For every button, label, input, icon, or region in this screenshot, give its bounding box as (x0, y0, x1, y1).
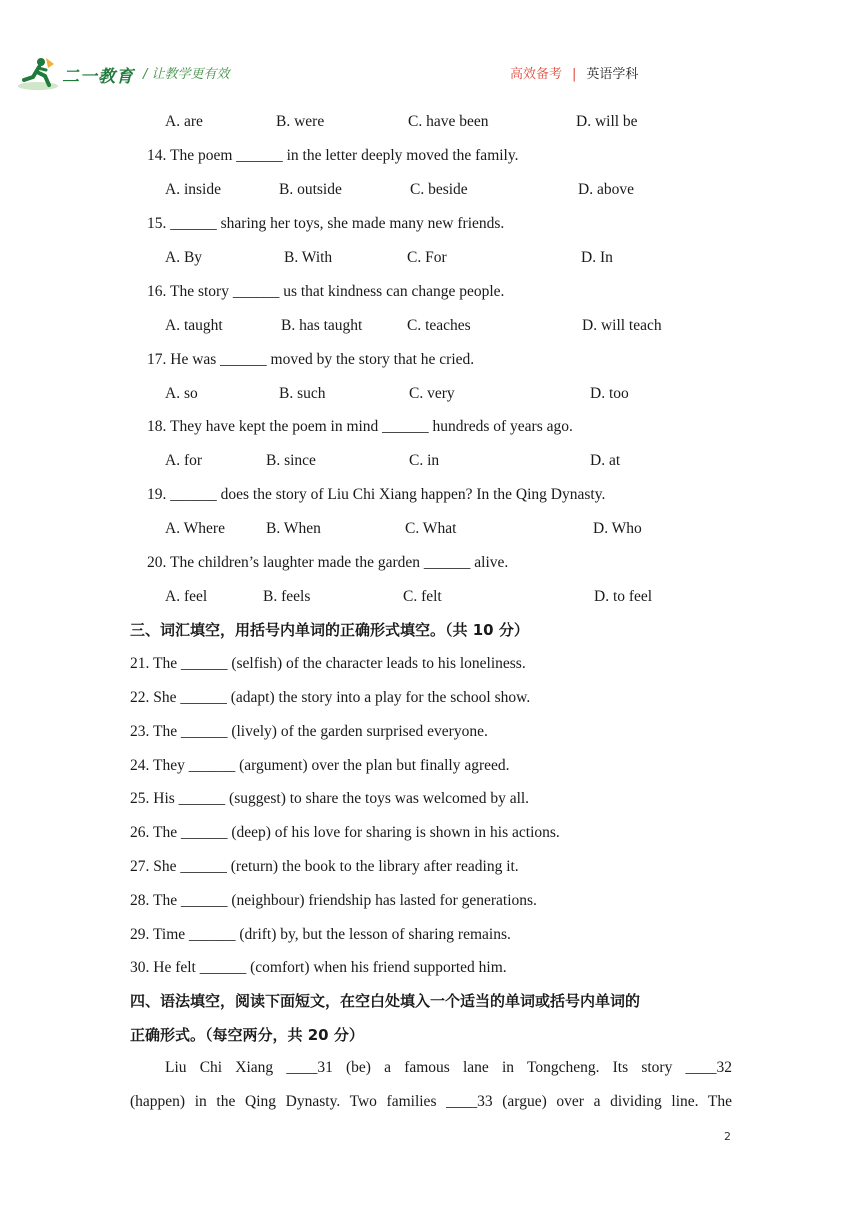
option-c: C. felt (403, 588, 442, 605)
vocab-item-23: 23. The ______ (lively) of the garden surprised everyone. (130, 723, 488, 740)
header-tag-subject: 英语学科 (586, 67, 639, 82)
question-17-stem: 17. He was ______ moved by the story that he cried. (147, 351, 475, 368)
header-separator: | (572, 67, 577, 82)
vocab-item-30: 30. He felt ______ (comfort) when his friend supported him. (130, 959, 507, 976)
option-d: D. In (581, 249, 613, 266)
vocab-item-22: 22. She ______ (adapt) the story into a play for the school show. (130, 689, 531, 706)
passage-line-2: (happen) in the Qing Dynasty. Two families ____33 (argue) over a dividing line. The (130, 1093, 732, 1110)
question-14-stem: 14. The poem ______ in the letter deeply moved the family. (147, 147, 519, 164)
option-b: B. were (276, 113, 325, 130)
passage-line-1: Liu Chi Xiang ____31 (be) a famous lane in Tongcheng. Its story ____32 (165, 1059, 732, 1076)
option-a: A. feel (165, 588, 208, 605)
option-c: C. beside (410, 181, 468, 198)
question-19-stem: 19. ______ does the story of Liu Chi Xiang happen? In the Qing Dynasty. (147, 486, 606, 503)
option-c: C. teaches (407, 317, 471, 334)
vocab-item-27: 27. She ______ (return) the book to the library after reading it. (130, 858, 519, 875)
option-b: B. With (284, 249, 333, 266)
option-b: B. such (279, 385, 326, 402)
page-header (0, 0, 860, 100)
option-d: D. will be (576, 113, 638, 130)
option-a: A. are (165, 113, 203, 130)
page-number: 2 (724, 1130, 731, 1143)
option-a: A. for (165, 452, 203, 469)
option-d: D. too (590, 385, 629, 402)
option-a: A. so (165, 385, 198, 402)
vocab-item-24: 24. They ______ (argument) over the plan but finally agreed. (130, 757, 510, 774)
option-a: A. taught (165, 317, 223, 334)
option-a: A. Where (165, 520, 225, 537)
option-c: C. have been (408, 113, 489, 130)
vocab-item-25: 25. His ______ (suggest) to share the toys was welcomed by all. (130, 790, 530, 807)
header-tag-exam: 高效备考 (510, 67, 563, 82)
section-4-title-line1: 四、语法填空，阅读下面短文，在空白处填入一个适当的单词或括号内单词的 (130, 992, 641, 1010)
runner-logo-icon (16, 56, 60, 92)
option-c: C. very (409, 385, 455, 402)
grammar-passage (130, 1051, 732, 1119)
vocab-item-28: 28. The ______ (neighbour) friendship has lasted for generations. (130, 892, 537, 909)
option-b: B. When (266, 520, 321, 537)
section-4-title-line2: 正确形式。（每空两分，共 20 分） (130, 1026, 364, 1044)
section-3-title: 三、词汇填空，用括号内单词的正确形式填空。（共 10 分） (130, 621, 529, 639)
option-c: C. in (409, 452, 440, 469)
header-tags (510, 63, 638, 82)
option-d: D. above (578, 181, 634, 198)
option-d: D. will teach (582, 317, 662, 334)
option-c: C. What (405, 520, 457, 537)
logo-text: 二一教育 (62, 67, 134, 87)
vocab-item-29: 29. Time ______ (drift) by, but the lesson of sharing remains. (130, 926, 511, 943)
option-a: A. By (165, 249, 203, 266)
question-15-stem: 15. ______ sharing her toys, she made many new friends. (147, 215, 505, 232)
option-c: C. For (407, 249, 447, 266)
question-20-stem: 20. The children’s laughter made the garden ______ alive. (147, 554, 509, 571)
question-16-stem: 16. The story ______ us that kindness can change people. (147, 283, 505, 300)
option-b: B. since (266, 452, 316, 469)
option-d: D. at (590, 452, 621, 469)
header-slogan: / 让教学更有效 (143, 67, 230, 82)
option-d: D. to feel (594, 588, 653, 605)
question-18-stem: 18. They have kept the poem in mind ______ hundreds of years ago. (147, 418, 573, 435)
option-b: B. outside (279, 181, 342, 198)
option-b: B. feels (263, 588, 311, 605)
vocab-item-26: 26. The ______ (deep) of his love for sharing is shown in his actions. (130, 824, 560, 841)
option-b: B. has taught (281, 317, 363, 334)
option-d: D. Who (593, 520, 642, 537)
logo (16, 56, 134, 92)
vocab-item-21: 21. The ______ (selfish) of the character leads to his loneliness. (130, 655, 526, 672)
option-a: A. inside (165, 181, 221, 198)
